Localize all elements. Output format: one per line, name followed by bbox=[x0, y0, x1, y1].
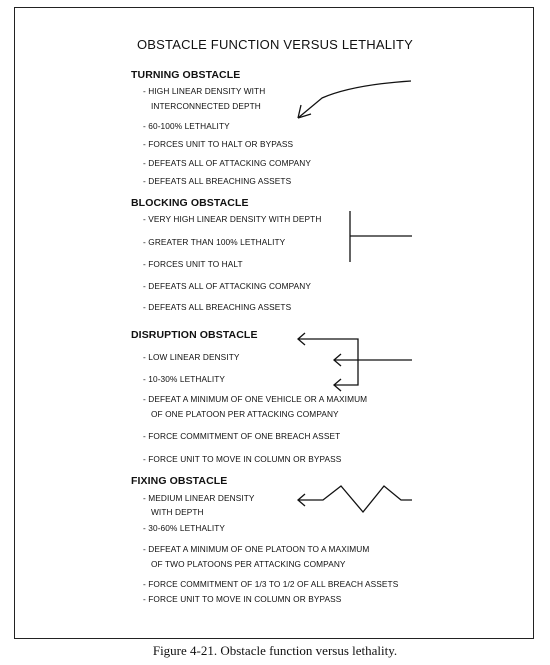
turning-item-4: - DEFEATS ALL OF ATTACKING COMPANY bbox=[143, 158, 311, 168]
disruption-item-1: - LOW LINEAR DENSITY bbox=[143, 352, 240, 362]
heading-turning-obstacle: TURNING OBSTACLE bbox=[131, 69, 241, 81]
blocking-item-4: - DEFEATS ALL OF ATTACKING COMPANY bbox=[143, 281, 311, 291]
blocking-item-1: - VERY HIGH LINEAR DENSITY WITH DEPTH bbox=[143, 214, 322, 224]
heading-disruption-obstacle: DISRUPTION OBSTACLE bbox=[131, 329, 258, 341]
turning-item-3: - FORCES UNIT TO HALT OR BYPASS bbox=[143, 139, 294, 149]
fixing-item-5: - FORCE UNIT TO MOVE IN COLUMN OR BYPASS bbox=[143, 594, 342, 604]
fixing-item-1: - MEDIUM LINEAR DENSITY bbox=[143, 493, 255, 503]
disruption-item-3-cont: OF ONE PLATOON PER ATTACKING COMPANY bbox=[151, 409, 339, 419]
fixing-item-3: - DEFEAT A MINIMUM OF ONE PLATOON TO A MAXIMUM bbox=[143, 544, 370, 554]
turning-obstacle-symbol bbox=[298, 81, 411, 118]
heading-blocking-obstacle: BLOCKING OBSTACLE bbox=[131, 197, 249, 209]
disruption-item-2: - 10-30% LETHALITY bbox=[143, 374, 226, 384]
turning-item-1: - HIGH LINEAR DENSITY WITH bbox=[143, 86, 266, 96]
figure-caption: Figure 4-21. Obstacle function versus lethality. bbox=[152, 643, 398, 658]
fixing-item-3-cont: OF TWO PLATOONS PER ATTACKING COMPANY bbox=[151, 559, 346, 569]
turning-item-5: - DEFEATS ALL BREACHING ASSETS bbox=[143, 176, 292, 186]
disruption-obstacle-symbol bbox=[298, 333, 412, 391]
fixing-obstacle-symbol bbox=[298, 486, 412, 512]
fixing-item-2: - 30-60% LETHALITY bbox=[143, 523, 226, 533]
disruption-item-5: - FORCE UNIT TO MOVE IN COLUMN OR BYPASS bbox=[143, 454, 342, 464]
disruption-item-3: - DEFEAT A MINIMUM OF ONE VEHICLE OR A MAXIMUM bbox=[143, 394, 368, 404]
heading-fixing-obstacle: FIXING OBSTACLE bbox=[131, 475, 228, 487]
blocking-obstacle-symbol bbox=[350, 211, 412, 262]
blocking-item-2: - GREATER THAN 100% LETHALITY bbox=[143, 237, 286, 247]
figure-title: OBSTACLE FUNCTION VERSUS LETHALITY bbox=[137, 37, 413, 52]
blocking-item-3: - FORCES UNIT TO HALT bbox=[143, 259, 243, 269]
turning-item-2: - 60-100% LETHALITY bbox=[143, 121, 230, 131]
blocking-item-5: - DEFEATS ALL BREACHING ASSETS bbox=[143, 302, 292, 312]
fixing-item-4: - FORCE COMMITMENT OF 1/3 TO 1/2 OF ALL BREACH ASSETS bbox=[143, 579, 399, 589]
turning-item-1-cont: INTERCONNECTED DEPTH bbox=[151, 101, 261, 111]
fixing-item-1-cont: WITH DEPTH bbox=[151, 507, 204, 517]
disruption-item-4: - FORCE COMMITMENT OF ONE BREACH ASSET bbox=[143, 431, 341, 441]
